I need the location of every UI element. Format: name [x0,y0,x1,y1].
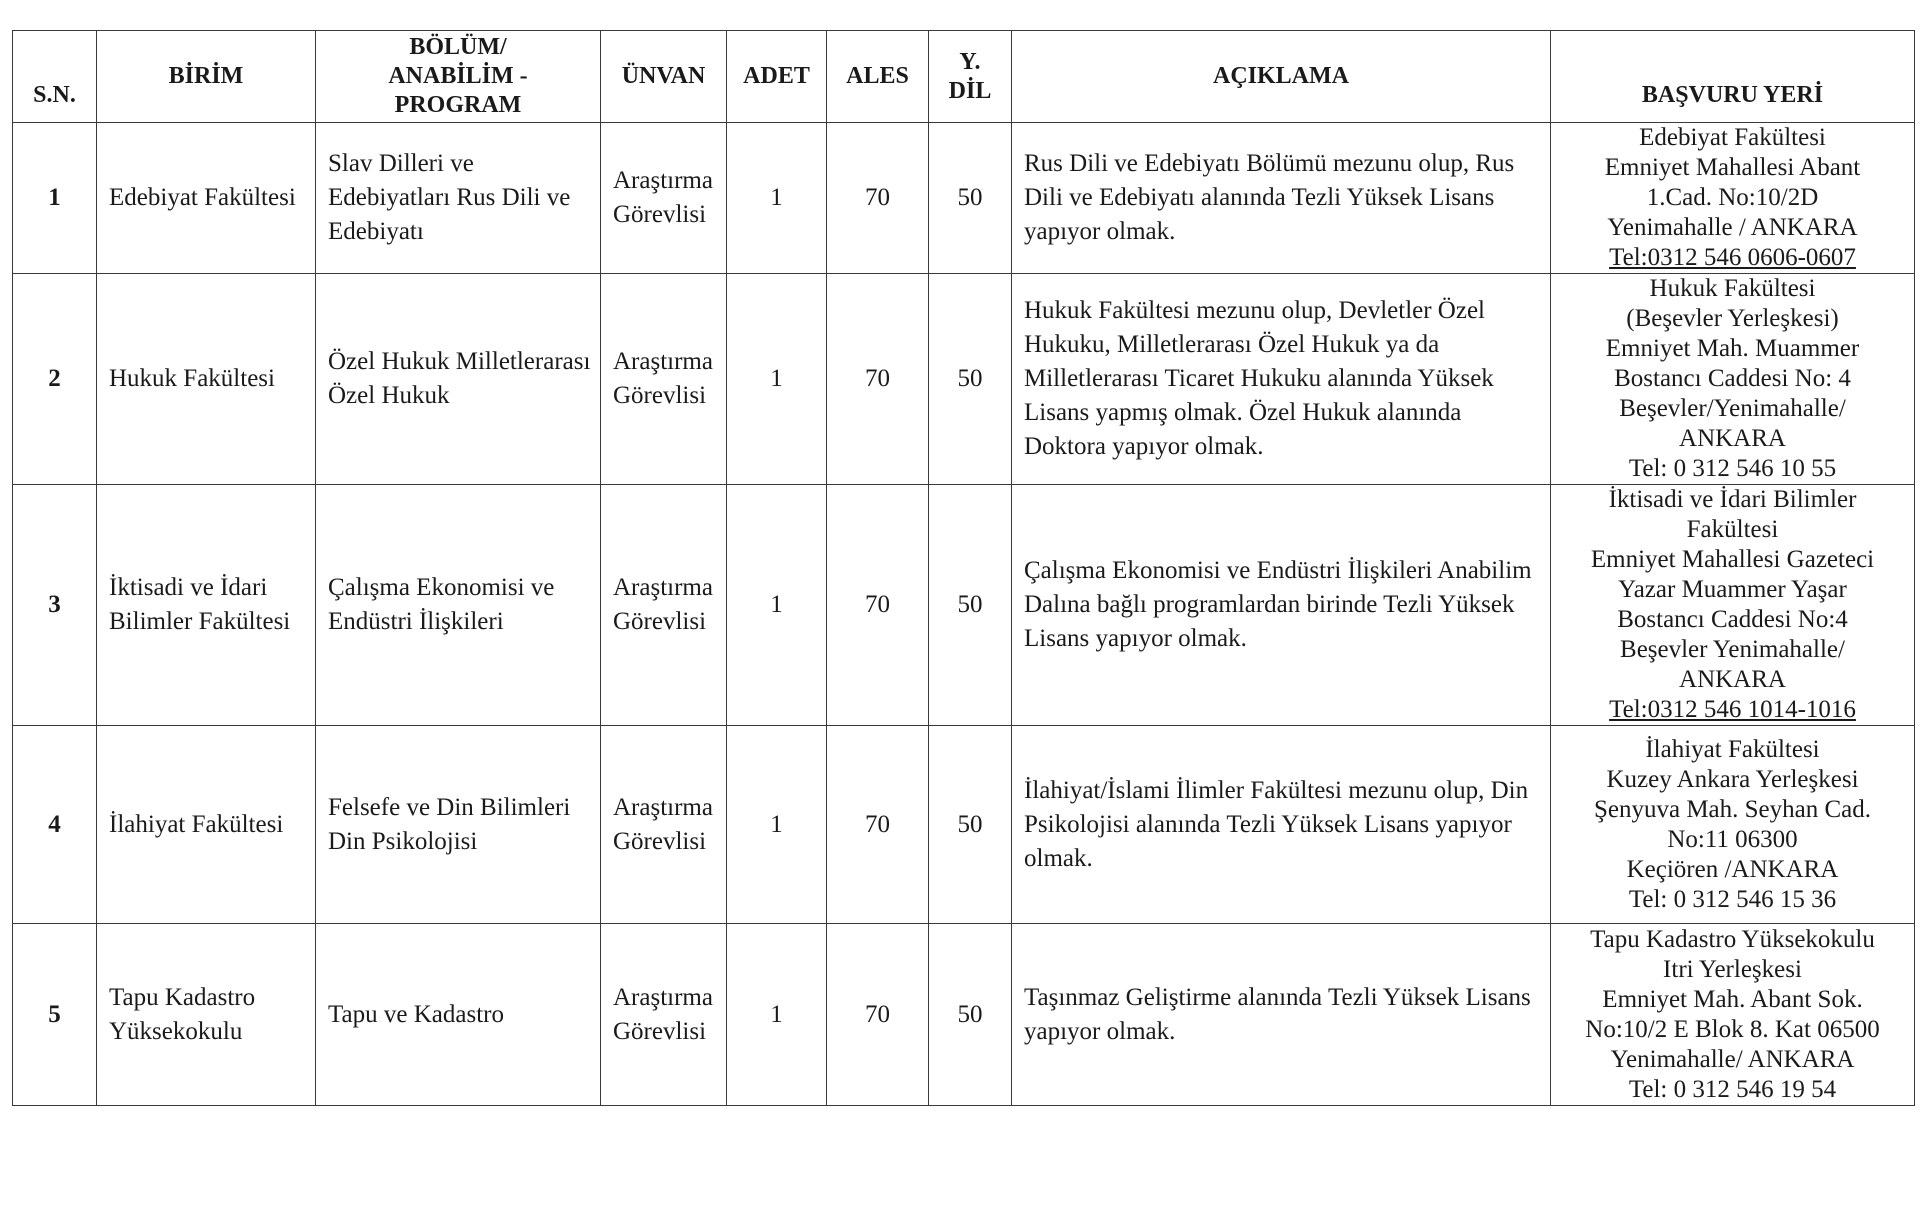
address-line: Bostancı Caddesi No: 4 [1614,365,1851,392]
row-aciklama: İlahiyat/İslami İlimler Fakültesi mezunu olup, Din Psikolojisi alanında Tezli Yüksek Lisans yapıyor olmak. [1012,726,1551,924]
row-bolum: Tapu ve Kadastro [316,924,601,1106]
phone-number: Tel: 0 312 546 15 36 [1628,885,1837,913]
row-ales: 70 [827,123,929,274]
row-basvuru [1551,726,1915,924]
row-bolum: Çalışma Ekonomisi ve Endüstri İlişkileri [316,485,601,726]
row-sn: 1 [13,123,97,274]
table-row [13,274,1915,485]
address-line: Hukuk Fakültesi [1649,275,1816,302]
row-basvuru [1551,123,1915,274]
row-basvuru [1551,924,1915,1106]
address-line: Emniyet Mah. Muammer [1605,335,1860,362]
row-birim: İlahiyat Fakültesi [97,726,316,924]
table-row [13,485,1915,726]
address-line: No:11 06300 [1667,825,1798,853]
row-basvuru [1551,485,1915,726]
positions-table [12,30,1915,1106]
address-line: Şenyuva Mah. Seyhan Cad. [1593,795,1872,823]
row-unvan: Araştırma Görevlisi [601,726,727,924]
header-ydil: Y. DİL [929,31,1012,123]
row-sn: 4 [13,726,97,924]
row-ydil: 50 [929,123,1012,274]
row-sn: 2 [13,274,97,485]
address-line: Keçiören /ANKARA [1626,855,1839,883]
row-ales: 70 [827,274,929,485]
address-line: ANKARA [1679,666,1786,693]
row-bolum: Özel Hukuk Milletlerarası Özel Hukuk [316,274,601,485]
address-line: ANKARA [1679,425,1786,452]
row-ydil: 50 [929,924,1012,1106]
table-row [13,726,1915,924]
address-line: Edebiyat Fakültesi [1639,124,1826,151]
address-line: (Beşevler Yerleşkesi) [1626,305,1839,332]
row-aciklama: Taşınmaz Geliştirme alanında Tezli Yüksek Lisans yapıyor olmak. [1012,924,1551,1106]
row-adet: 1 [727,274,827,485]
row-birim: Hukuk Fakültesi [97,274,316,485]
header-row [13,31,1915,123]
row-birim: İktisadi ve İdari Bilimler Fakültesi [97,485,316,726]
header-sn: S.N. [13,31,97,123]
row-adet: 1 [727,726,827,924]
phone-number: Tel:0312 546 0606-0607 [1609,244,1856,271]
address-line: İktisadi ve İdari Bilimler [1608,486,1857,513]
row-bolum: Slav Dilleri ve Edebiyatları Rus Dili ve Edebiyatı [316,123,601,274]
address-line: No:10/2 E Blok 8. Kat 06500 [1585,1015,1880,1043]
address-line: Fakültesi [1686,516,1779,543]
address-line: Yazar Muammer Yaşar [1618,576,1847,603]
row-ydil: 50 [929,274,1012,485]
table-row [13,123,1915,274]
row-ydil: 50 [929,726,1012,924]
address-line: Bostancı Caddesi No:4 [1617,606,1848,633]
address-line: Yenimahalle/ ANKARA [1610,1045,1855,1073]
row-unvan: Araştırma Görevlisi [601,485,727,726]
row-birim: Tapu Kadastro Yüksekokulu [97,924,316,1106]
row-aciklama: Rus Dili ve Edebiyatı Bölümü mezunu olup, Rus Dili ve Edebiyatı alanında Tezli Yüksek Lisans yapıyor olmak. [1012,123,1551,274]
table-row [13,924,1915,1106]
header-bolum: BÖLÜM/ ANABİLİM - PROGRAM [316,31,601,123]
header-adet: ADET [727,31,827,123]
phone-number: Tel:0312 546 1014-1016 [1609,696,1856,723]
row-sn: 5 [13,924,97,1106]
row-bolum: Felsefe ve Din Bilimleri Din Psikolojisi [316,726,601,924]
header-birim: BİRİM [97,31,316,123]
row-basvuru [1551,274,1915,485]
row-birim: Edebiyat Fakültesi [97,123,316,274]
row-ales: 70 [827,485,929,726]
address-line: Yenimahalle / ANKARA [1607,214,1858,241]
row-aciklama: Hukuk Fakültesi mezunu olup, Devletler Özel Hukuku, Milletlerarası Özel Hukuk ya da Milletlerarası Ticaret Hukuku alanında Yüksek Lisans yapmış olmak. Özel Hukuk alanında Doktora yapıyor olmak. [1012,274,1551,485]
address-line: Emniyet Mah. Abant Sok. [1602,985,1863,1013]
phone-number: Tel: 0 312 546 19 54 [1628,1075,1837,1103]
address-line: Tapu Kadastro Yüksekokulu [1590,925,1875,953]
row-ales: 70 [827,726,929,924]
address-line: Beşevler/Yenimahalle/ [1619,395,1846,422]
address-line: Beşevler Yenimahalle/ [1620,636,1845,663]
address-line: İlahiyat Fakültesi [1645,735,1820,763]
address-line: 1.Cad. No:10/2D [1646,184,1819,211]
row-adet: 1 [727,485,827,726]
header-aciklama: AÇIKLAMA [1012,31,1551,123]
row-sn: 3 [13,485,97,726]
header-unvan: ÜNVAN [601,31,727,123]
row-ales: 70 [827,924,929,1106]
row-ydil: 50 [929,485,1012,726]
row-unvan: Araştırma Görevlisi [601,123,727,274]
row-adet: 1 [727,123,827,274]
address-line: Emniyet Mahallesi Gazeteci [1590,546,1875,573]
address-line: Itri Yerleşkesi [1663,955,1802,983]
address-line: Emniyet Mahallesi Abant [1604,154,1861,181]
row-unvan: Araştırma Görevlisi [601,924,727,1106]
header-ales: ALES [827,31,929,123]
row-aciklama: Çalışma Ekonomisi ve Endüstri İlişkileri Anabilim Dalına bağlı programlardan birinde Tezli Yüksek Lisans yapıyor olmak. [1012,485,1551,726]
row-adet: 1 [727,924,827,1106]
address-line: Kuzey Ankara Yerleşkesi [1606,765,1859,793]
phone-number: Tel: 0 312 546 10 55 [1628,455,1837,482]
row-unvan: Araştırma Görevlisi [601,274,727,485]
header-basvuru: BAŞVURU YERİ [1551,31,1915,123]
